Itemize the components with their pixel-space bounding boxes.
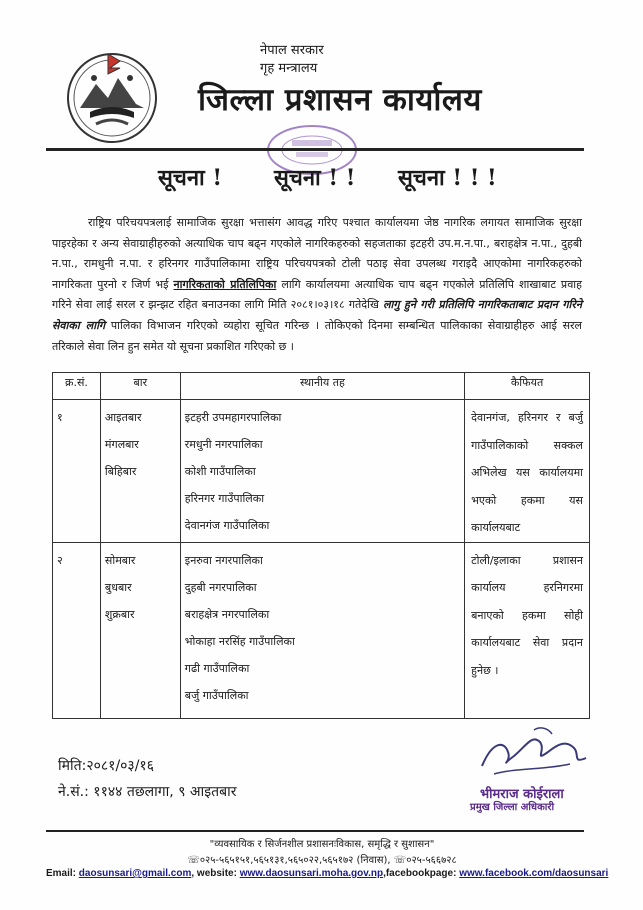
day-cell: बिहिबार	[104, 465, 137, 478]
signature-icon	[474, 722, 594, 780]
header-rule	[46, 148, 584, 151]
local-level-cell: दुहबी नगरपालिका	[184, 580, 257, 594]
facebook-link[interactable]: www.facebook.com/daosunsari	[459, 868, 609, 879]
header-local-level: स्थानीय तह	[180, 373, 464, 400]
day-cell: शुक्रबार	[104, 607, 135, 621]
local-level-cell: बराहक्षेत्र नगरपालिका	[184, 607, 270, 621]
nepal-emblem-icon	[64, 48, 160, 144]
website-label: , website:	[191, 868, 237, 879]
footer-rule	[46, 830, 584, 832]
email-label: Email:	[46, 868, 77, 879]
remark-cell: देवानगंज, हरिनगर र बर्जु गाउँपालिकाको सक्कल अभिलेख यस कार्यालयमा भएको हकमा यस कार्यालयबाट	[465, 400, 590, 543]
facebook-label: ,facebookpage:	[383, 868, 457, 879]
body-italic: लागु हुने गरी प्रतिलिपि नागरिकताबाट प्रदान गरिने सेवाका लागि	[52, 298, 582, 332]
remark-cell: टोली/इलाका प्रशासन कार्यालय हरनिगरमा बनाएको हकमा सोही कार्यालयबाट सेवा प्रदान हुनेछ ।	[465, 542, 590, 718]
signer-name: भीमराज कोईराला	[480, 787, 564, 802]
header-sn: क्र.सं.	[53, 373, 101, 400]
body-part-1: राष्ट्रिय परिचयपत्रलाई सामाजिक सुरक्षा भत्तासंग आवद्ध गरिए पश्चात कार्यालयमा जेष्ठ नागरिक लगायत सामाजिक सुरक्षा पाइरहेका र अन्य सेवाग्राहीहरुको अत्याधिक चाप बढ्न गएकोले नागरिकहरुको सहजताका इटहरी उप.म.न.पा., बराहक्षेत्र न.पा., दुहबी न.पा., रामधुनी न.पा. र हरिनगर गाउँपालिकामा राष्ट्रिय परिचयपत्रको टोली पठाइ सेवा उपलब्ध गराइदै आएकोमा नागरिकहरुको नागरिकता पुरनो र जिर्ण भई	[52, 216, 582, 291]
notice-word-1: सूचना !	[158, 165, 223, 191]
local-level-cell: कोशी गाउँपालिका	[184, 465, 256, 478]
day-cell: सोमबार	[104, 553, 136, 567]
local-level-cell: हरिनगर गाउँपालिका	[184, 492, 265, 505]
footer-contacts	[46, 868, 609, 879]
table-row	[53, 542, 590, 718]
office-title: जिल्ला प्रशासन कार्यालय	[198, 82, 482, 118]
header-day: बार	[100, 373, 180, 400]
notice-word-3: सूचना ! ! !	[398, 165, 497, 191]
schedule-table	[52, 372, 590, 719]
government-name: नेपाल सरकार	[260, 43, 324, 58]
email-link[interactable]: daosunsari@gmail.com	[78, 868, 192, 879]
local-level-cell: गढी गाउँपालिका	[184, 661, 250, 675]
local-level-cell: रमधुनी नगरपालिका	[184, 438, 263, 451]
reference-line: ने.सं.: ११४४ तछलागा, ९ आइतबार	[58, 784, 237, 800]
signer-title: प्रमुख जिल्ला अधिकारी	[470, 802, 555, 813]
row-sn: २	[57, 553, 63, 567]
day-cell: मंगलबार	[104, 438, 139, 451]
ministry-name: गृह मन्त्रालय	[260, 61, 318, 76]
notice-word-2: सूचना ! !	[274, 165, 356, 191]
table-row	[53, 400, 590, 543]
local-level-cell: भोकाहा नरसिंह गाउँपालिका	[184, 634, 295, 648]
website-link[interactable]: www.daosunsari.moha.gov.np	[239, 868, 384, 879]
local-level-cell: इटहरी उपमहागरपालिका	[184, 411, 282, 424]
body-part-3: पालिका विभाजन गरिएको व्यहोरा सूचित गरिन्छ । तोकिएको दिनमा सम्बन्धित पालिकाका सेवाग्राहीहरु आई सरल तरिकाले सेवा लिन हुन समेत यो सूचना प्रकाशित गरिएको छ ।	[52, 318, 583, 353]
notice-body	[52, 213, 582, 357]
row-sn: १	[57, 411, 63, 424]
date-line: मिति:२०८१/०३/१६	[58, 758, 154, 774]
day-cell: आइतबार	[104, 411, 142, 424]
local-level-cell: इनरुवा नगरपालिका	[184, 553, 263, 567]
body-part-2: लागि कार्यालयमा अत्याधिक चाप बढ्न गएकोले प्रतिलिपि शाखाबाट प्रवाह गरिने सेवा लाई सरल र झन्झट रहित बनाउनका लागि मिति २०८१।०३।१८ गतेदेखि	[52, 277, 582, 312]
body-underlined: नागरिकताको प्रतिलिपिका	[173, 277, 277, 291]
footer-motto: "व्यवसायिक र सिर्जनशील प्रशासनःविकास, समृद्धि र सुशासन"	[209, 839, 435, 850]
local-level-cell: देवानगंज गाउँपालिका	[184, 519, 270, 532]
header-remarks: कैफियत	[465, 373, 590, 400]
local-level-cell: बर्जु गाउँपालिका	[184, 688, 249, 702]
day-cell: बुधबार	[104, 580, 132, 594]
footer-phones: ☏०२५-५६५१५१,५६५१३१,५६५०२२,५६५१७२ (निवास), ☏०२५-५६६७२८	[187, 855, 457, 866]
